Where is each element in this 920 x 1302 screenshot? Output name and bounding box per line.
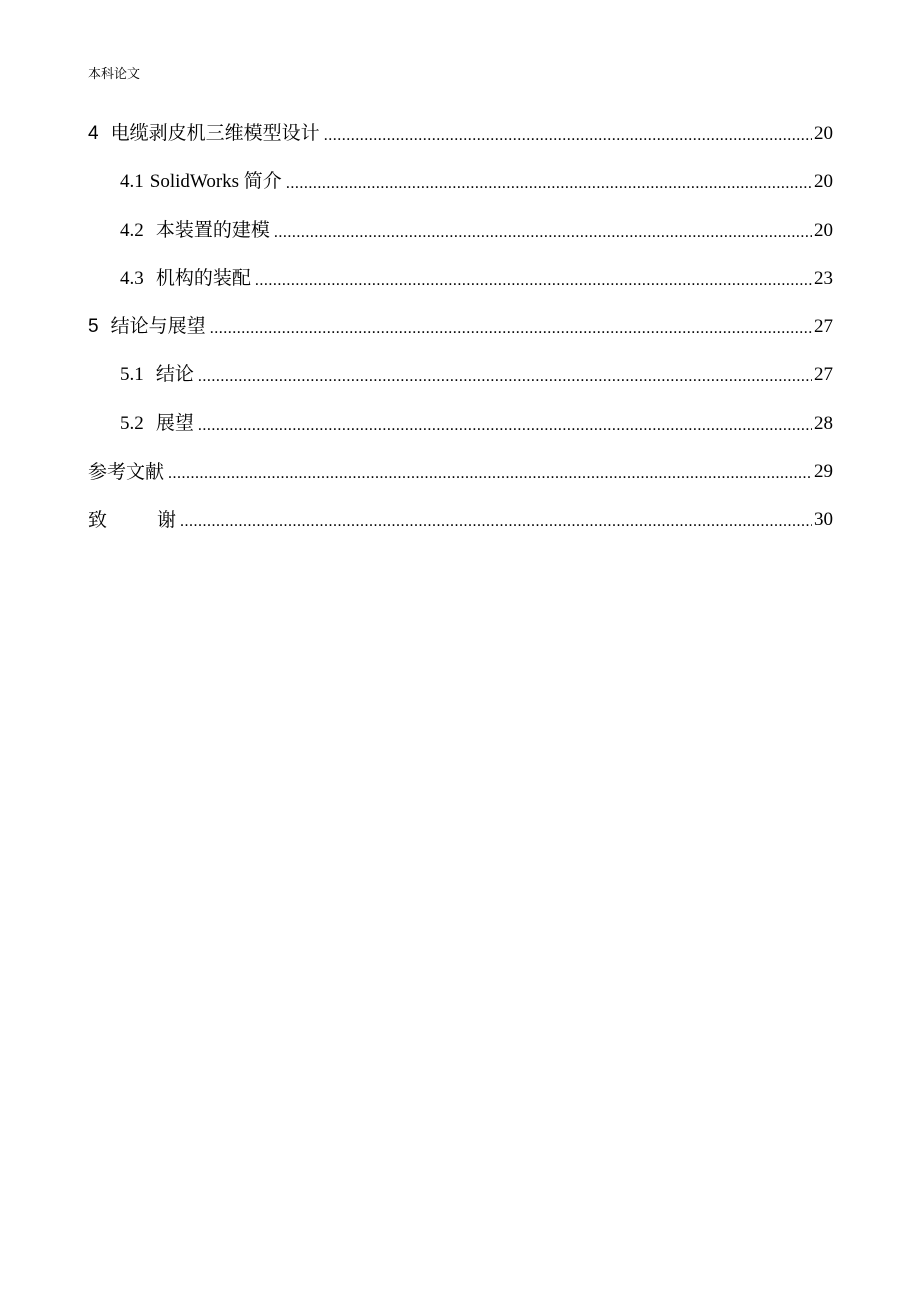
toc-entry-page: 27 [814,316,833,338]
toc-entry-text: 致 谢 [88,509,177,532]
toc-entry-page: 20 [814,171,833,193]
toc-entry-number: 5.1 [120,364,144,386]
toc-entry-text: SolidWorks 简介 [149,171,282,193]
toc-entry-4-2[interactable] [88,217,833,245]
toc-dot-leader [274,221,812,245]
toc-entry-number: 5.2 [120,412,144,434]
toc-dot-leader [198,414,812,438]
toc-entry-text: 机构的装配 [155,266,251,289]
toc-dot-leader [198,365,812,389]
toc-entry-text: 本装置的建模 [155,218,270,241]
toc-entry-title [120,167,282,196]
toc-entry-text: 参考文献 [88,461,165,484]
toc-dot-leader [210,317,812,341]
toc-entry-5[interactable] [88,313,833,341]
table-of-contents [88,120,833,555]
toc-entry-page: 28 [814,412,833,434]
toc-entry-title [120,409,194,438]
toc-dot-leader [324,124,812,148]
toc-entry-text: 电缆剥皮机三维模型设计 [110,122,320,144]
toc-entry-text: 结论与展望 [110,315,206,338]
toc-entry-4-1[interactable] [88,168,833,196]
toc-entry-page: 20 [814,219,833,241]
toc-entry-text: 展望 [155,411,194,434]
toc-entry-4-3[interactable] [88,265,833,293]
toc-entry-5-2[interactable] [88,410,833,438]
toc-entry-title [88,119,320,148]
toc-dot-leader [286,172,812,196]
toc-entry-number: 5 [88,316,99,338]
toc-dot-leader [168,462,812,486]
toc-entry-acknowledgements[interactable] [88,506,833,534]
toc-entry-references[interactable] [88,458,833,486]
toc-entry-page: 27 [814,364,833,386]
toc-entry-page: 30 [814,509,833,531]
toc-entry-number: 4.3 [120,267,144,289]
toc-entry-title [88,312,206,341]
toc-entry-4[interactable] [88,120,833,148]
toc-entry-text: 结论 [155,363,194,386]
toc-entry-number: 4 [88,123,99,144]
toc-dot-leader [180,510,812,534]
toc-entry-number: 4.1 [120,171,144,193]
toc-entry-title [120,264,251,293]
toc-entry-title [120,360,194,389]
page-header: 本科论文 [88,67,141,82]
toc-entry-page: 29 [814,461,833,483]
toc-entry-page: 23 [814,267,833,289]
toc-entry-number: 4.2 [120,219,144,241]
toc-entry-5-1[interactable] [88,361,833,389]
toc-entry-page: 20 [814,123,833,144]
toc-dot-leader [255,269,812,293]
toc-entry-title [120,216,270,245]
